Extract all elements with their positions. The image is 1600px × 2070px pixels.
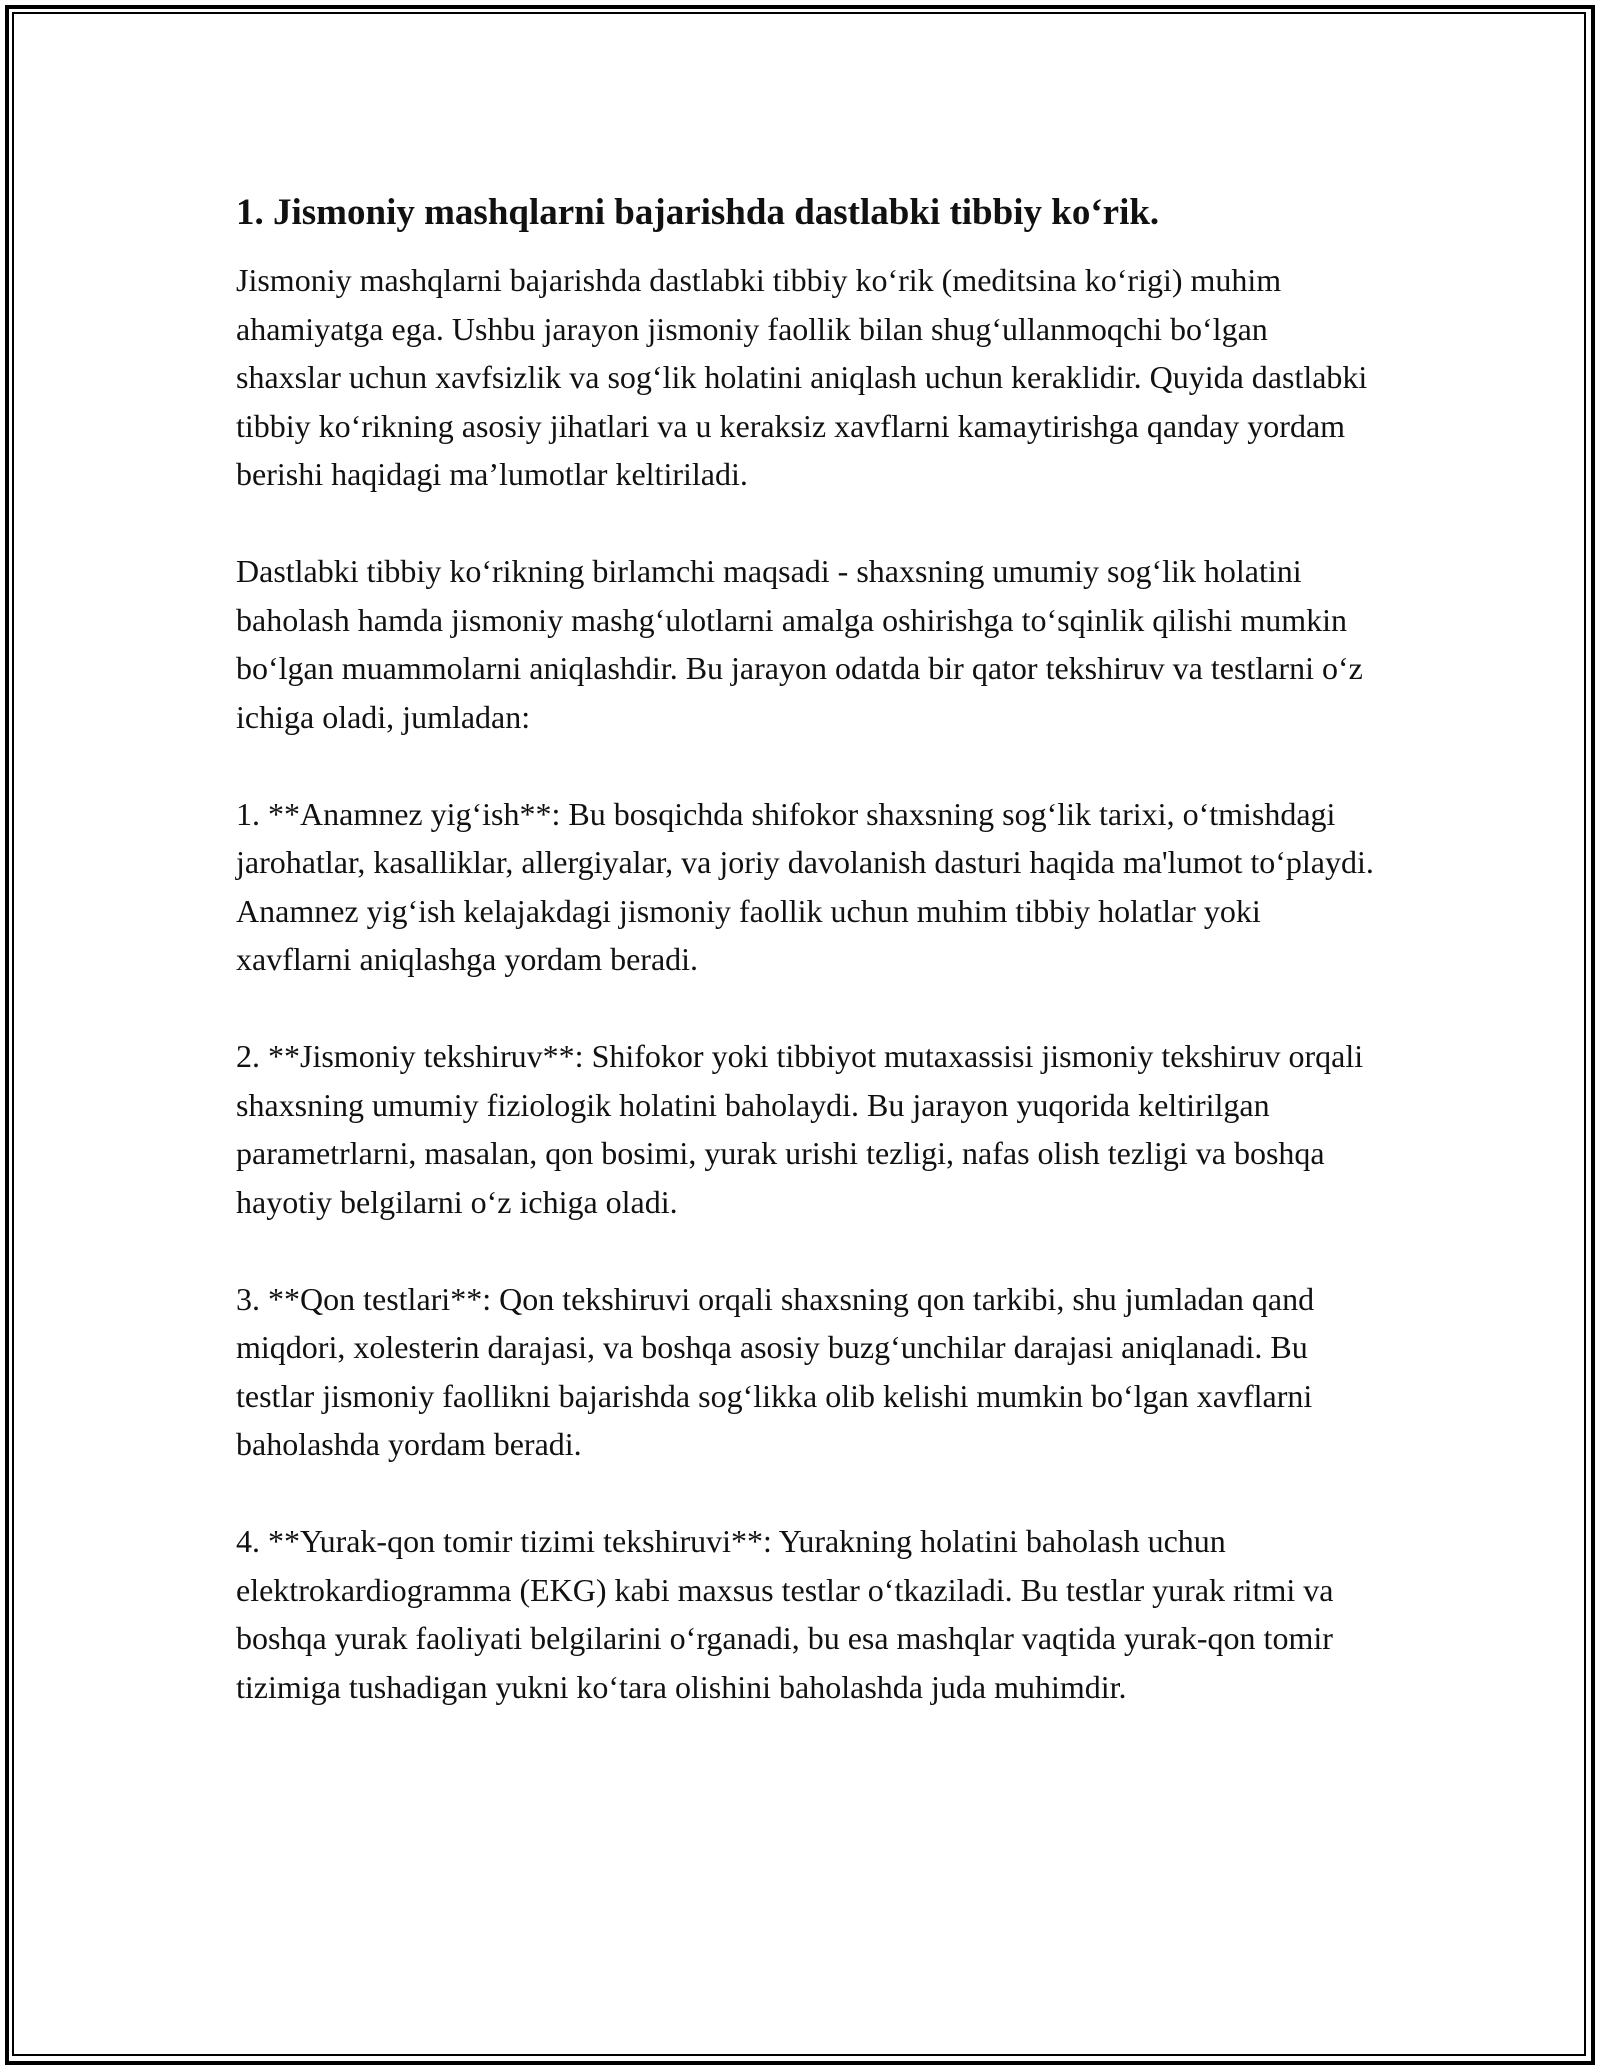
list-item-cardio-exam: 4. **Yurak-qon tomir tizimi tekshiruvi**: Yurakning holatini baholash uchun elektrokardiogramma (EKG) kabi maxsus testlar o‘tkaziladi. Bu testlar yurak ritmi va boshqa yurak faoliyati belgilarini o‘rganadi, bu esa mashqlar vaqtida yurak-qon tomir tizimiga tushadigan yukni ko‘tara olishini baholashda juda muhimdir.: [236, 1523, 1334, 1705]
purpose-paragraph: Dastlabki tibbiy ko‘rikning birlamchi maqsadi - shaxsning umumiy sog‘lik holatini baholash hamda jismoniy mashg‘ulotlarni amalga oshirishga to‘sqinlik qilishi mumkin bo‘lgan muammolarni aniqlashdir. Bu jarayon odatda bir qator tekshiruv va testlarni o‘z ichiga oladi, jumladan:: [236, 553, 1363, 735]
intro-paragraph: Jismoniy mashqlarni bajarishda dastlabki tibbiy ko‘rik (meditsina ko‘rigi) muhim ahamiyatga ega. Ushbu jarayon jismoniy faollik bilan shug‘ullanmoqchi bo‘lgan shaxslar uchun xavfsizlik va sog‘lik holatini aniqlash uchun keraklidir. Quyida dastlabki tibbiy ko‘rikning asosiy jihatlari va u keraksiz xavflarni kamaytirishga qanday yordam berishi haqidagi ma’lumotlar keltiriladi.: [236, 262, 1368, 492]
list-item-blood-tests: 3. **Qon testlari**: Qon tekshiruvi orqali shaxsning qon tarkibi, shu jumladan qand miqdori, xolesterin darajasi, va boshqa asosiy buzg‘unchilar darajasi aniqlanadi. Bu testlar jismoniy faollikni bajarishda sog‘likka olib kelishi mumkin bo‘lgan xavflarni baholashda yordam beradi.: [236, 1280, 1315, 1462]
document-title: 1. Jismoniy mashqlarni bajarishda dastlabki tibbiy ko‘rik.: [236, 192, 1160, 233]
document-page: [236, 188, 1376, 1760]
list-item-physical-exam: 2. **Jismoniy tekshiruv**: Shifokor yoki tibbiyot mutaxassisi jismoniy tekshiruv orqali shaxsning umumiy fiziologik holatini baholaydi. Bu jarayon yuqorida keltirilgan parametrlarni, masalan, qon bosimi, yurak urishi tezligi, nafas olish tezligi va boshqa hayotiy belgilarni o‘z ichiga oladi.: [236, 1038, 1364, 1220]
list-item-anamnesis: 1. **Anamnez yig‘ish**: Bu bosqichda shifokor shaxsning sog‘lik tarixi, o‘tmishdagi jarohatlar, kasalliklar, allergiyalar, va joriy davolanish dasturi haqida ma'lumot to‘playdi. Anamnez yig‘ish kelajakdagi jismoniy faollik uchun muhim tibbiy holatlar yoki xavflarni aniqlashga yordam beradi.: [236, 795, 1374, 977]
